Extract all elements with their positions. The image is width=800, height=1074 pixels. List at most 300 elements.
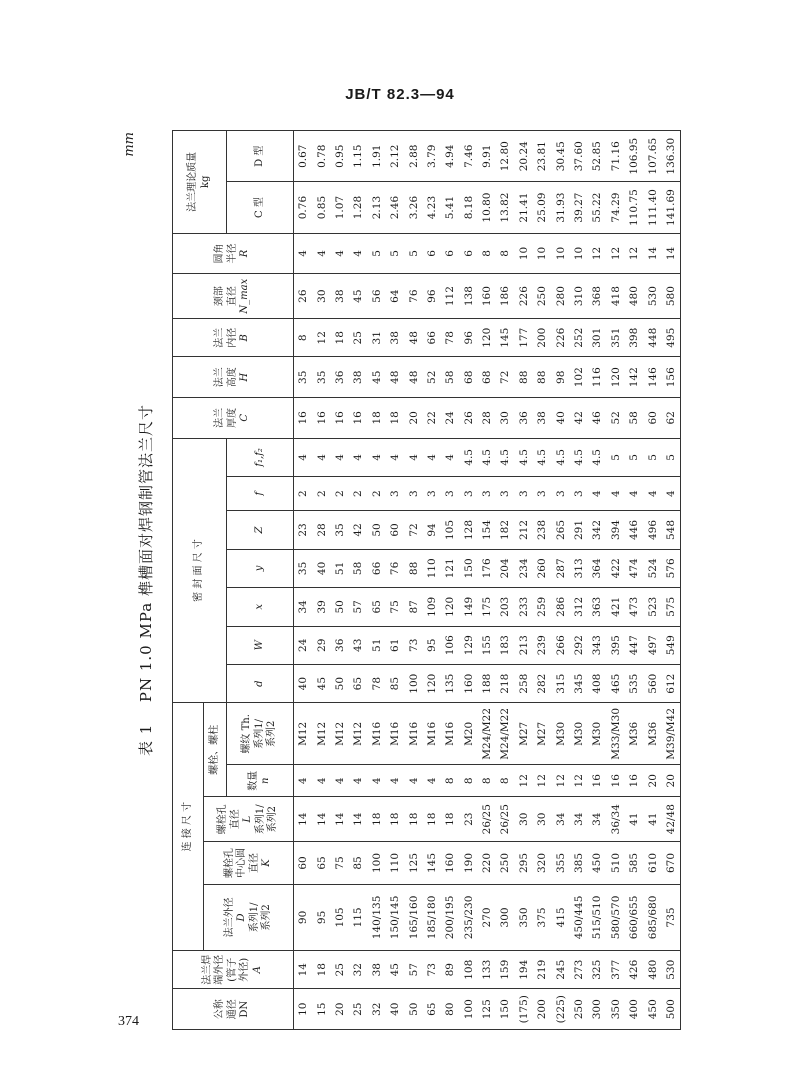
table-cell: 36/34 xyxy=(607,797,625,842)
table-cell: 160 xyxy=(478,274,496,319)
header-group-connection: 连 接 尺 寸 xyxy=(173,703,204,951)
table-cell: 106 xyxy=(441,626,459,664)
table-cell: 660/655 xyxy=(625,884,643,950)
header-mass-d-type: D 型 xyxy=(227,131,294,182)
table-cell: 12 xyxy=(625,233,643,274)
table-cell: 4 xyxy=(331,765,349,797)
table-cell: 185/180 xyxy=(423,884,441,950)
table-cell: 325 xyxy=(588,951,606,989)
table-cell: 4 xyxy=(441,438,459,477)
table-cell: 355 xyxy=(551,842,569,885)
table-cell: M24/M22 xyxy=(478,703,496,765)
table-cell: 259 xyxy=(533,588,551,626)
table-cell: 68 xyxy=(460,357,478,398)
table-row xyxy=(294,131,313,1030)
table-cell: 100 xyxy=(368,842,386,885)
table-cell: 16 xyxy=(349,398,367,439)
table-row xyxy=(570,131,588,1030)
table-cell: 29 xyxy=(312,626,330,664)
table-cell: 50 xyxy=(404,989,422,1030)
table-cell: 45 xyxy=(349,274,367,319)
table-cell: 10 xyxy=(515,233,533,274)
table-cell: 1.15 xyxy=(349,131,367,182)
table-cell: 34 xyxy=(588,797,606,842)
table-cell: 140/135 xyxy=(368,884,386,950)
table-cell: 395 xyxy=(607,626,625,664)
table-cell: 109 xyxy=(423,588,441,626)
table-cell: 515/510 xyxy=(588,884,606,950)
table-cell: 250 xyxy=(533,274,551,319)
table-cell: 300 xyxy=(496,884,514,950)
table-cell: 313 xyxy=(570,549,588,587)
table-cell: 142 xyxy=(625,357,643,398)
table-row xyxy=(312,131,330,1030)
table-cell: 258 xyxy=(515,664,533,702)
table-cell: 204 xyxy=(496,549,514,587)
table-cell: 398 xyxy=(625,319,643,357)
table-cell: 291 xyxy=(570,511,588,549)
table-cell: 295 xyxy=(515,842,533,885)
table-cell: 4 xyxy=(643,477,661,511)
table-cell: 20 xyxy=(643,765,661,797)
table-cell: 135 xyxy=(441,664,459,702)
table-cell: 25 xyxy=(349,319,367,357)
table-cell: 18 xyxy=(404,797,422,842)
table-cell: 5 xyxy=(368,233,386,274)
table-cell: 234 xyxy=(515,549,533,587)
table-cell: 500 xyxy=(662,989,681,1030)
table-cell: 3.26 xyxy=(404,182,422,233)
table-cell: 292 xyxy=(570,626,588,664)
table-cell: 418 xyxy=(607,274,625,319)
table-cell: 72 xyxy=(404,511,422,549)
table-cell: 30 xyxy=(515,797,533,842)
header-thickness-c: 法兰 厚度 C xyxy=(173,398,294,439)
table-cell: 2.46 xyxy=(386,182,404,233)
table-cell: 105 xyxy=(441,511,459,549)
table-cell: 2.13 xyxy=(368,182,386,233)
table-cell: 226 xyxy=(515,274,533,319)
table-cell: 1.91 xyxy=(368,131,386,182)
table-cell: 34 xyxy=(570,797,588,842)
table-cell: 48 xyxy=(386,357,404,398)
table-cell: 320 xyxy=(533,842,551,885)
table-cell: 560 xyxy=(643,664,661,702)
table-cell: 73 xyxy=(404,626,422,664)
table-cell: 88 xyxy=(533,357,551,398)
table-cell: 96 xyxy=(460,319,478,357)
table-cell: 16 xyxy=(312,398,330,439)
table-cell: 3 xyxy=(570,477,588,511)
table-cell: 2 xyxy=(312,477,330,511)
table-cell: 4 xyxy=(404,438,422,477)
table-cell: 31.93 xyxy=(551,182,569,233)
header-thread-th: 螺纹 Th. 系列1/ 系列2 xyxy=(227,703,294,765)
table-cell: 95 xyxy=(423,626,441,664)
unit-label: mm xyxy=(122,132,137,157)
table-cell: 4 xyxy=(294,438,313,477)
table-cell: 120 xyxy=(607,357,625,398)
table-cell: 4.94 xyxy=(441,131,459,182)
table-cell: 530 xyxy=(643,274,661,319)
table-cell: 213 xyxy=(515,626,533,664)
table-cell: 175 xyxy=(478,588,496,626)
table-cell: 18 xyxy=(386,398,404,439)
table-row xyxy=(460,131,478,1030)
table-cell: 4 xyxy=(368,438,386,477)
table-cell: 549 xyxy=(662,626,681,664)
table-cell: 31 xyxy=(368,319,386,357)
table-cell: M27 xyxy=(533,703,551,765)
table-cell: 4 xyxy=(294,765,313,797)
table-cell: 6 xyxy=(460,233,478,274)
table-cell: 422 xyxy=(607,549,625,587)
table-row xyxy=(551,131,569,1030)
table-cell: 156 xyxy=(662,357,681,398)
table-cell: 3 xyxy=(478,477,496,511)
table-cell: 52.85 xyxy=(588,131,606,182)
table-cell: 45 xyxy=(312,664,330,702)
table-cell: 50 xyxy=(331,664,349,702)
table-cell: 80 xyxy=(441,989,459,1030)
table-cell: 145 xyxy=(423,842,441,885)
table-cell: 65 xyxy=(312,842,330,885)
table-cell: 95 xyxy=(312,884,330,950)
table-cell: 12 xyxy=(312,319,330,357)
table-cell: 52 xyxy=(607,398,625,439)
table-cell: 400 xyxy=(625,989,643,1030)
table-cell: 8 xyxy=(496,765,514,797)
table-cell: 128 xyxy=(460,511,478,549)
table-cell: 65 xyxy=(349,664,367,702)
header-seal-f: f xyxy=(227,477,294,511)
header-bolt-circle-k: 螺栓孔 中心圆 直径 K xyxy=(204,842,294,885)
table-cell: M27 xyxy=(515,703,533,765)
table-cell: 212 xyxy=(515,511,533,549)
table-cell: 2 xyxy=(368,477,386,511)
table-cell: 16 xyxy=(331,398,349,439)
table-row xyxy=(607,131,625,1030)
table-cell: 13.82 xyxy=(496,182,514,233)
table-cell: 112 xyxy=(441,274,459,319)
table-cell: 85 xyxy=(349,842,367,885)
table-cell: 38 xyxy=(331,274,349,319)
table-cell: 4.5 xyxy=(588,438,606,477)
table-cell: 61 xyxy=(386,626,404,664)
table-cell: 4 xyxy=(423,438,441,477)
table-cell: 4 xyxy=(386,765,404,797)
table-cell: 510 xyxy=(607,842,625,885)
table-cell: 448 xyxy=(643,319,661,357)
table-cell: 100 xyxy=(404,664,422,702)
table-cell: 16 xyxy=(294,398,313,439)
table-cell: 575 xyxy=(662,588,681,626)
table-cell: 450 xyxy=(588,842,606,885)
table-cell: 94 xyxy=(423,511,441,549)
table-cell: 4 xyxy=(294,233,313,274)
table-cell: 576 xyxy=(662,549,681,587)
table-cell: 480 xyxy=(625,274,643,319)
table-cell: 8 xyxy=(478,233,496,274)
table-row xyxy=(386,131,404,1030)
table-cell: (175) xyxy=(515,989,533,1030)
table-cell: 45 xyxy=(368,357,386,398)
table-cell: 45 xyxy=(386,951,404,989)
table-cell: 28 xyxy=(312,511,330,549)
table-cell: 90 xyxy=(294,884,313,950)
table-cell: 0.95 xyxy=(331,131,349,182)
table-cell: 30 xyxy=(312,274,330,319)
table-cell: 2 xyxy=(331,477,349,511)
table-row xyxy=(496,131,514,1030)
table-cell: 159 xyxy=(496,951,514,989)
table-cell: 87 xyxy=(404,588,422,626)
table-cell: 155 xyxy=(478,626,496,664)
table-cell: 524 xyxy=(643,549,661,587)
table-cell: 120 xyxy=(423,664,441,702)
table-cell: 190 xyxy=(460,842,478,885)
table-cell: 450/445 xyxy=(570,884,588,950)
table-cell: 350 xyxy=(515,884,533,950)
table-cell: M16 xyxy=(404,703,422,765)
table-cell: 26/25 xyxy=(496,797,514,842)
table-cell: M16 xyxy=(386,703,404,765)
table-cell: 58 xyxy=(625,398,643,439)
table-cell: 5 xyxy=(404,233,422,274)
table-cell: 60 xyxy=(643,398,661,439)
table-cell: 3 xyxy=(423,477,441,511)
table-cell: 34 xyxy=(294,588,313,626)
table-cell: M16 xyxy=(441,703,459,765)
table-cell: 106.95 xyxy=(625,131,643,182)
table-cell: 20.24 xyxy=(515,131,533,182)
table-cell: 735 xyxy=(662,884,681,950)
table-cell: 310 xyxy=(570,274,588,319)
table-cell: 18 xyxy=(368,398,386,439)
table-cell: 108 xyxy=(460,951,478,989)
table-cell: 100 xyxy=(460,989,478,1030)
table-cell: 35 xyxy=(294,549,313,587)
table-cell: 4 xyxy=(331,233,349,274)
table-cell: M30 xyxy=(551,703,569,765)
table-cell: 6 xyxy=(441,233,459,274)
table-cell: 26 xyxy=(294,274,313,319)
table-cell: 10 xyxy=(551,233,569,274)
table-cell: 480 xyxy=(643,951,661,989)
table-cell: 160 xyxy=(441,842,459,885)
table-row xyxy=(478,131,496,1030)
table-cell: 4.5 xyxy=(496,438,514,477)
table-cell: 8.18 xyxy=(460,182,478,233)
table-cell: 150 xyxy=(460,549,478,587)
table-cell: 74.29 xyxy=(607,182,625,233)
table-cell: M12 xyxy=(312,703,330,765)
table-row xyxy=(404,131,422,1030)
table-cell: 345 xyxy=(570,664,588,702)
table-cell: 23.81 xyxy=(533,131,551,182)
table-cell: 23 xyxy=(294,511,313,549)
table-cell: 350 xyxy=(607,989,625,1030)
table-row xyxy=(533,131,551,1030)
table-cell: 368 xyxy=(588,274,606,319)
table-cell: 37.60 xyxy=(570,131,588,182)
table-cell: 121 xyxy=(441,549,459,587)
table-cell: 105 xyxy=(331,884,349,950)
table-cell: 165/160 xyxy=(404,884,422,950)
table-cell: 133 xyxy=(478,951,496,989)
table-cell: 58 xyxy=(349,549,367,587)
table-cell: 50 xyxy=(331,588,349,626)
table-cell: 138 xyxy=(460,274,478,319)
table-cell: 51 xyxy=(331,549,349,587)
table-cell: 497 xyxy=(643,626,661,664)
table-cell: 20 xyxy=(662,765,681,797)
table-cell: 88 xyxy=(515,357,533,398)
table-cell: 3.79 xyxy=(423,131,441,182)
table-cell: 315 xyxy=(551,664,569,702)
table-row xyxy=(441,131,459,1030)
table-cell: 107.65 xyxy=(643,131,661,182)
table-cell: 496 xyxy=(643,511,661,549)
table-cell: 5 xyxy=(625,438,643,477)
table-cell: 8 xyxy=(478,765,496,797)
table-cell: 239 xyxy=(533,626,551,664)
table-cell: 364 xyxy=(588,549,606,587)
header-dn: 公称 通径 DN xyxy=(173,989,294,1030)
table-cell: 14 xyxy=(294,797,313,842)
table-cell: 250 xyxy=(496,842,514,885)
table-row xyxy=(331,131,349,1030)
header-bolt-count-n: 数量 n xyxy=(227,765,294,797)
table-cell: 3 xyxy=(460,477,478,511)
table-cell: 15 xyxy=(312,989,330,1030)
header-seal-y: y xyxy=(227,549,294,587)
table-cell: 3 xyxy=(441,477,459,511)
table-cell: 4.5 xyxy=(551,438,569,477)
table-cell: 4.5 xyxy=(478,438,496,477)
table-cell: 38 xyxy=(386,319,404,357)
table-cell: 1.07 xyxy=(331,182,349,233)
table-cell: 51 xyxy=(368,626,386,664)
header-bore-b: 法兰 内径 B xyxy=(173,319,294,357)
header-pipe-od-a: 法兰焊 端外径 (管子 外径) A xyxy=(173,951,294,989)
table-cell: 18 xyxy=(441,797,459,842)
table-cell: 12 xyxy=(588,233,606,274)
table-cell: M16 xyxy=(368,703,386,765)
table-cell: 35 xyxy=(312,357,330,398)
table-cell: 343 xyxy=(588,626,606,664)
table-cell: 12 xyxy=(533,765,551,797)
table-cell: 110 xyxy=(423,549,441,587)
header-group-seal: 密 封 面 尺 寸 xyxy=(173,438,227,703)
table-cell: M12 xyxy=(349,703,367,765)
table-cell: 377 xyxy=(607,951,625,989)
table-cell: 38 xyxy=(533,398,551,439)
table-cell: 30 xyxy=(533,797,551,842)
table-cell: 20 xyxy=(404,398,422,439)
table-cell: 25 xyxy=(331,951,349,989)
table-cell: 56 xyxy=(368,274,386,319)
table-cell: 4 xyxy=(662,477,681,511)
table-cell: 176 xyxy=(478,549,496,587)
table-cell: 530 xyxy=(662,951,681,989)
table-cell: 612 xyxy=(662,664,681,702)
table-cell: 10 xyxy=(533,233,551,274)
table-cell: 610 xyxy=(643,842,661,885)
table-cell: 7.46 xyxy=(460,131,478,182)
table-cell: 3 xyxy=(533,477,551,511)
table-cell: 110 xyxy=(386,842,404,885)
table-cell: 447 xyxy=(625,626,643,664)
table-cell: 0.78 xyxy=(312,131,330,182)
table-cell: 5.41 xyxy=(441,182,459,233)
table-cell: 8 xyxy=(441,765,459,797)
table-cell: 250 xyxy=(570,989,588,1030)
header-flange-od-d: 法兰外径 D 系列1/ 系列2 xyxy=(204,884,294,950)
table-cell: 177 xyxy=(515,319,533,357)
table-cell: 78 xyxy=(368,664,386,702)
table-number: 表 1 xyxy=(137,723,155,756)
table-cell: 18 xyxy=(368,797,386,842)
table-cell: 23 xyxy=(460,797,478,842)
table-cell: 39.27 xyxy=(570,182,588,233)
table-cell: 421 xyxy=(607,588,625,626)
table-cell: 394 xyxy=(607,511,625,549)
table-cell: 150/145 xyxy=(386,884,404,950)
table-cell: 12 xyxy=(607,233,625,274)
table-cell: 4 xyxy=(368,765,386,797)
table-cell: 235/230 xyxy=(460,884,478,950)
table-cell: 71.16 xyxy=(607,131,625,182)
table-cell: 66 xyxy=(368,549,386,587)
table-cell: 73 xyxy=(423,951,441,989)
table-cell: 18 xyxy=(312,951,330,989)
header-seal-d: d xyxy=(227,664,294,702)
table-cell: 20 xyxy=(331,989,349,1030)
table-cell: 5 xyxy=(643,438,661,477)
header-group-mass: 法兰理论质量 kg xyxy=(173,131,227,234)
table-cell: 55.22 xyxy=(588,182,606,233)
table-cell: 300 xyxy=(588,989,606,1030)
table-cell: 3 xyxy=(386,477,404,511)
header-bolt-hole-l: 螺栓孔 直径 L 系列1/ 系列2 xyxy=(204,797,294,842)
header-height-h: 法兰 高度 H xyxy=(173,357,294,398)
table-cell: 351 xyxy=(607,319,625,357)
table-cell: 4.5 xyxy=(460,438,478,477)
table-cell: M36 xyxy=(625,703,643,765)
table-cell: 200 xyxy=(533,319,551,357)
table-cell: 226 xyxy=(551,319,569,357)
table-cell: 89 xyxy=(441,951,459,989)
table-cell: 9.91 xyxy=(478,131,496,182)
table-cell: M16 xyxy=(423,703,441,765)
table-cell: 58 xyxy=(441,357,459,398)
table-cell: 42 xyxy=(349,511,367,549)
table-cell: 580 xyxy=(662,274,681,319)
standard-number: JB/T 82.3—94 xyxy=(345,86,455,103)
table-cell: 2.88 xyxy=(404,131,422,182)
table-cell: 685/680 xyxy=(643,884,661,950)
table-cell: 312 xyxy=(570,588,588,626)
table-cell: 102 xyxy=(570,357,588,398)
table-cell: 8 xyxy=(496,233,514,274)
table-cell: 40 xyxy=(294,664,313,702)
table-cell: 40 xyxy=(312,549,330,587)
table-cell: 42/48 xyxy=(662,797,681,842)
table-cell: 4 xyxy=(588,477,606,511)
table-cell: 4 xyxy=(625,477,643,511)
table-cell: 2 xyxy=(294,477,313,511)
